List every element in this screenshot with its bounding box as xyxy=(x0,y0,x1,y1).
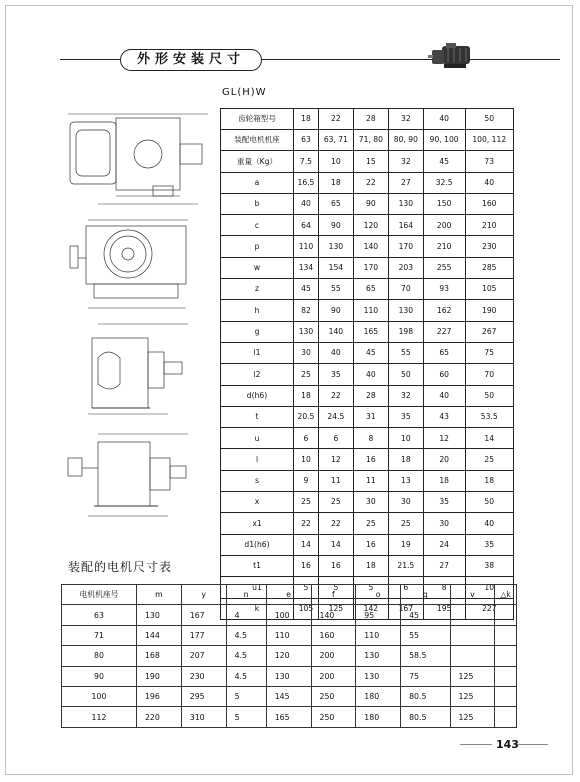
table-row xyxy=(221,279,514,300)
table-cell: 16 xyxy=(294,555,319,576)
table-row xyxy=(221,257,514,278)
table-cell: 180 xyxy=(356,707,401,727)
row-label-cell: 80 xyxy=(62,646,137,666)
table-cell: 196 xyxy=(136,686,181,706)
footer-rule-right xyxy=(518,744,548,745)
table-cell: 32 xyxy=(388,385,423,406)
table-cell: 310 xyxy=(181,707,226,727)
table-cell: 210 xyxy=(465,215,513,236)
table-cell: 70 xyxy=(388,279,423,300)
table-cell: 8 xyxy=(423,577,465,598)
table-cell: 25 xyxy=(388,513,423,534)
table-row xyxy=(221,300,514,321)
table-cell: 134 xyxy=(294,257,319,278)
row-label-cell: w xyxy=(221,257,294,278)
table-cell: 285 xyxy=(465,257,513,278)
row-label-cell: x1 xyxy=(221,513,294,534)
table-cell: 4.5 xyxy=(226,646,266,666)
table-cell: 60 xyxy=(423,364,465,385)
table-row xyxy=(62,666,517,686)
table-cell: 9 xyxy=(294,470,319,491)
table-cell: 200 xyxy=(311,666,356,686)
table-cell: 40 xyxy=(423,385,465,406)
table-cell: 80, 90 xyxy=(388,130,423,151)
table-cell: 18 xyxy=(423,470,465,491)
table-cell: 32 xyxy=(388,151,423,172)
motor-table-title: 装配的电机尺寸表 xyxy=(68,560,173,574)
table-cell: 22 xyxy=(353,172,388,193)
table-cell: 125 xyxy=(318,598,353,619)
table-cell: 6 xyxy=(294,428,319,449)
table-cell: 110 xyxy=(353,300,388,321)
section-title: 外形安装尺寸 xyxy=(120,49,262,71)
table-cell: 64 xyxy=(294,215,319,236)
table-cell: 16 xyxy=(353,534,388,555)
row-label-cell: d(h6) xyxy=(221,385,294,406)
table-cell: 5 xyxy=(353,577,388,598)
table-cell: 95 xyxy=(356,605,401,625)
table-cell: 125 xyxy=(450,666,495,686)
table-cell: 130 xyxy=(388,300,423,321)
header-cell: n xyxy=(226,585,266,605)
table-cell: 14 xyxy=(465,428,513,449)
row-label-cell: u xyxy=(221,428,294,449)
table-cell: 220 xyxy=(136,707,181,727)
table-cell: 20 xyxy=(423,449,465,470)
table-cell: 80.5 xyxy=(401,707,450,727)
table-cell: 90 xyxy=(318,215,353,236)
table-cell: 210 xyxy=(423,236,465,257)
table-cell: 10 xyxy=(388,428,423,449)
table-cell: 53.5 xyxy=(465,406,513,427)
table-cell: 30 xyxy=(423,513,465,534)
row-label-cell: d1(h6) xyxy=(221,534,294,555)
table-cell: 55 xyxy=(388,342,423,363)
motor-dimension-table xyxy=(61,584,517,728)
row-label-cell: t1 xyxy=(221,555,294,576)
table-cell: 8 xyxy=(353,428,388,449)
table-cell: 90 xyxy=(353,193,388,214)
table-cell: 25 xyxy=(318,492,353,513)
table-row xyxy=(62,605,517,625)
table-cell: 140 xyxy=(353,236,388,257)
table-cell: 35 xyxy=(388,406,423,427)
table-row xyxy=(62,646,517,666)
table-cell: 45 xyxy=(423,151,465,172)
table-cell: 130 xyxy=(318,236,353,257)
table-cell: 230 xyxy=(181,666,226,686)
table-row xyxy=(221,534,514,555)
table-cell: 164 xyxy=(388,215,423,236)
table-row xyxy=(221,215,514,236)
table-cell: 55 xyxy=(318,279,353,300)
table-row xyxy=(221,130,514,151)
table-cell xyxy=(495,625,517,645)
row-label-cell: 重量（Kg） xyxy=(221,151,294,172)
table-cell: 65 xyxy=(423,342,465,363)
table-row xyxy=(221,428,514,449)
table-cell: 100, 112 xyxy=(465,130,513,151)
section-title-bar xyxy=(60,49,560,69)
table-cell: 20.5 xyxy=(294,406,319,427)
table-cell xyxy=(495,686,517,706)
row-label-cell: z xyxy=(221,279,294,300)
table-cell: 4.5 xyxy=(226,666,266,686)
table-row xyxy=(62,707,517,727)
table-cell: 18 xyxy=(318,172,353,193)
table-row xyxy=(221,193,514,214)
row-label-cell: x xyxy=(221,492,294,513)
table-cell: 165 xyxy=(266,707,311,727)
table-cell: 38 xyxy=(465,555,513,576)
table-cell: 10 xyxy=(318,151,353,172)
table-cell: 5 xyxy=(294,577,319,598)
table-cell: 63 xyxy=(294,130,319,151)
row-label-cell: 90 xyxy=(62,666,137,686)
table-cell: 227 xyxy=(465,598,513,619)
table-cell: 190 xyxy=(465,300,513,321)
header-cell: f xyxy=(311,585,356,605)
table-cell: 50 xyxy=(465,385,513,406)
table-cell: 255 xyxy=(423,257,465,278)
row-label-cell: 装配电机机座 xyxy=(221,130,294,151)
table-cell: 5 xyxy=(226,686,266,706)
table-cell: 80.5 xyxy=(401,686,450,706)
row-label-cell: p xyxy=(221,236,294,257)
table-cell: 130 xyxy=(388,193,423,214)
table-cell: 45 xyxy=(353,342,388,363)
table-cell: 35 xyxy=(423,492,465,513)
table-cell: 140 xyxy=(311,605,356,625)
table-cell: 165 xyxy=(353,321,388,342)
table-cell: 25 xyxy=(294,364,319,385)
table-cell: 75 xyxy=(465,342,513,363)
table-cell: 4 xyxy=(226,605,266,625)
table-cell: 90 xyxy=(318,300,353,321)
table-cell: 55 xyxy=(401,625,450,645)
row-label-cell: t xyxy=(221,406,294,427)
table-cell: 28 xyxy=(353,385,388,406)
table-cell: 142 xyxy=(353,598,388,619)
table-cell: 230 xyxy=(465,236,513,257)
table-cell: 12 xyxy=(423,428,465,449)
table-row xyxy=(221,342,514,363)
dimension-table xyxy=(220,108,514,620)
table-cell: 27 xyxy=(423,555,465,576)
table-row xyxy=(221,449,514,470)
table-cell xyxy=(495,707,517,727)
header-cell: o xyxy=(356,585,401,605)
footer-rule-left xyxy=(460,744,492,745)
table-row xyxy=(221,321,514,342)
header-cell: v xyxy=(450,585,495,605)
table-cell: 200 xyxy=(311,646,356,666)
table-cell: 105 xyxy=(465,279,513,300)
table-cell: 203 xyxy=(388,257,423,278)
table-cell: 16 xyxy=(353,449,388,470)
table-cell: 145 xyxy=(266,686,311,706)
table-cell: 195 xyxy=(423,598,465,619)
row-label-cell: h xyxy=(221,300,294,321)
table-cell: 18 xyxy=(388,449,423,470)
table-cell: 167 xyxy=(181,605,226,625)
table-cell: 73 xyxy=(465,151,513,172)
table-cell: 30 xyxy=(353,492,388,513)
model-label: GL(H)W xyxy=(222,87,267,98)
table-cell: 40 xyxy=(353,364,388,385)
table-cell: 130 xyxy=(266,666,311,686)
row-label-cell: l1 xyxy=(221,342,294,363)
table-row xyxy=(221,470,514,491)
table-cell: 162 xyxy=(423,300,465,321)
table-cell: 14 xyxy=(318,534,353,555)
table-cell: 295 xyxy=(181,686,226,706)
table-cell xyxy=(450,605,495,625)
table-cell: 40 xyxy=(318,342,353,363)
table-cell: 207 xyxy=(181,646,226,666)
row-label-cell: b xyxy=(221,193,294,214)
table-cell: 190 xyxy=(136,666,181,686)
table-cell: 105 xyxy=(294,598,319,619)
row-label-cell: 112 xyxy=(62,707,137,727)
row-label-cell: u1 xyxy=(221,577,294,598)
header-cell: m xyxy=(136,585,181,605)
gear-motor-photo-icon xyxy=(428,40,478,72)
table-cell: 150 xyxy=(423,193,465,214)
table-cell: 31 xyxy=(353,406,388,427)
table-cell: 170 xyxy=(388,236,423,257)
table-cell: 71, 80 xyxy=(353,130,388,151)
table-cell: 30 xyxy=(388,492,423,513)
table-header-row xyxy=(62,585,517,605)
table-cell: 168 xyxy=(136,646,181,666)
header-cell: 电机机座号 xyxy=(62,585,137,605)
table-cell: 10 xyxy=(294,449,319,470)
table-cell xyxy=(450,625,495,645)
table-cell: 125 xyxy=(450,707,495,727)
table-cell: 90, 100 xyxy=(423,130,465,151)
table-cell: 120 xyxy=(266,646,311,666)
table-cell: 27 xyxy=(388,172,423,193)
row-label-cell: g xyxy=(221,321,294,342)
table-cell: 12 xyxy=(318,449,353,470)
side-view-drawing-2 xyxy=(68,434,188,516)
row-label-cell: l xyxy=(221,449,294,470)
header-cell: 40 xyxy=(423,109,465,130)
table-cell: 65 xyxy=(318,193,353,214)
technical-drawings xyxy=(58,108,218,528)
table-cell: 5 xyxy=(226,707,266,727)
table-cell: 130 xyxy=(356,646,401,666)
table-cell: 93 xyxy=(423,279,465,300)
table-cell: 13 xyxy=(388,470,423,491)
table-row xyxy=(221,555,514,576)
row-label-cell: c xyxy=(221,215,294,236)
table-row xyxy=(221,172,514,193)
table-cell: 43 xyxy=(423,406,465,427)
table-cell: 160 xyxy=(465,193,513,214)
table-row xyxy=(221,406,514,427)
table-row xyxy=(221,364,514,385)
table-cell: 25 xyxy=(294,492,319,513)
table-cell: 167 xyxy=(388,598,423,619)
table-cell: 63, 71 xyxy=(318,130,353,151)
table-header-row xyxy=(221,109,514,130)
table-cell: 25 xyxy=(465,449,513,470)
table-cell: 50 xyxy=(465,492,513,513)
table-cell: 24.5 xyxy=(318,406,353,427)
table-cell: 250 xyxy=(311,686,356,706)
table-cell: 22 xyxy=(318,513,353,534)
table-cell: 35 xyxy=(318,364,353,385)
header-cell: △k xyxy=(495,585,517,605)
header-cell: q xyxy=(401,585,450,605)
table-cell: 125 xyxy=(450,686,495,706)
header-cell: 28 xyxy=(353,109,388,130)
header-cell: e xyxy=(266,585,311,605)
table-cell: 6 xyxy=(388,577,423,598)
side-view-drawing-1 xyxy=(88,324,188,414)
table-cell: 10 xyxy=(465,577,513,598)
table-cell: 100 xyxy=(266,605,311,625)
header-cell: 齿轮箱型号 xyxy=(221,109,294,130)
table-row xyxy=(221,385,514,406)
table-cell: 16.5 xyxy=(294,172,319,193)
table-cell: 7.5 xyxy=(294,151,319,172)
table-cell: 22 xyxy=(294,513,319,534)
table-cell: 154 xyxy=(318,257,353,278)
row-label-cell: 63 xyxy=(62,605,137,625)
table-cell: 18 xyxy=(294,385,319,406)
table-cell: 82 xyxy=(294,300,319,321)
table-cell: 45 xyxy=(401,605,450,625)
row-label-cell: s xyxy=(221,470,294,491)
table-cell: 6 xyxy=(318,428,353,449)
table-row xyxy=(221,236,514,257)
table-cell: 40 xyxy=(465,513,513,534)
table-cell: 267 xyxy=(465,321,513,342)
row-label-cell: a xyxy=(221,172,294,193)
table-cell: 15 xyxy=(353,151,388,172)
table-cell: 45 xyxy=(294,279,319,300)
table-cell: 144 xyxy=(136,625,181,645)
table-cell: 70 xyxy=(465,364,513,385)
table-row xyxy=(221,492,514,513)
table-cell: 200 xyxy=(423,215,465,236)
table-cell: 11 xyxy=(318,470,353,491)
table-cell: 120 xyxy=(353,215,388,236)
table-cell: 110 xyxy=(294,236,319,257)
table-cell: 65 xyxy=(353,279,388,300)
table-cell: 18 xyxy=(465,470,513,491)
header-cell: 50 xyxy=(465,109,513,130)
table-cell xyxy=(495,646,517,666)
table-cell: 160 xyxy=(311,625,356,645)
header-cell: 22 xyxy=(318,109,353,130)
table-cell: 5 xyxy=(318,577,353,598)
table-row xyxy=(221,513,514,534)
table-cell: 4.5 xyxy=(226,625,266,645)
table-cell: 58.5 xyxy=(401,646,450,666)
header-cell: 32 xyxy=(388,109,423,130)
table-cell: 16 xyxy=(318,555,353,576)
table-cell: 110 xyxy=(266,625,311,645)
table-row xyxy=(62,686,517,706)
table-cell: 130 xyxy=(356,666,401,686)
table-cell: 110 xyxy=(356,625,401,645)
top-view-drawing xyxy=(68,114,208,204)
row-label-cell: l2 xyxy=(221,364,294,385)
table-cell: 11 xyxy=(353,470,388,491)
row-label-cell: 71 xyxy=(62,625,137,645)
row-label-cell: k xyxy=(221,598,294,619)
table-cell xyxy=(450,646,495,666)
table-cell: 21.5 xyxy=(388,555,423,576)
table-row xyxy=(221,151,514,172)
table-cell xyxy=(495,605,517,625)
table-cell: 250 xyxy=(311,707,356,727)
table-cell: 18 xyxy=(353,555,388,576)
row-label-cell: 100 xyxy=(62,686,137,706)
table-cell: 180 xyxy=(356,686,401,706)
table-cell: 32.5 xyxy=(423,172,465,193)
header-cell: y xyxy=(181,585,226,605)
table-cell: 130 xyxy=(294,321,319,342)
table-cell: 40 xyxy=(294,193,319,214)
table-row xyxy=(62,625,517,645)
table-cell: 75 xyxy=(401,666,450,686)
front-view-drawing xyxy=(70,220,188,308)
table-cell: 24 xyxy=(423,534,465,555)
table-cell: 22 xyxy=(318,385,353,406)
table-cell: 170 xyxy=(353,257,388,278)
table-cell: 50 xyxy=(388,364,423,385)
table-cell: 30 xyxy=(294,342,319,363)
table-cell: 140 xyxy=(318,321,353,342)
table-cell: 130 xyxy=(136,605,181,625)
page-number: 143 xyxy=(496,738,519,751)
table-cell: 14 xyxy=(294,534,319,555)
table-cell: 40 xyxy=(465,172,513,193)
table-cell xyxy=(495,666,517,686)
table-cell: 25 xyxy=(353,513,388,534)
table-cell: 19 xyxy=(388,534,423,555)
table-cell: 35 xyxy=(465,534,513,555)
table-cell: 227 xyxy=(423,321,465,342)
table-cell: 177 xyxy=(181,625,226,645)
header-cell: 18 xyxy=(294,109,319,130)
table-cell: 198 xyxy=(388,321,423,342)
